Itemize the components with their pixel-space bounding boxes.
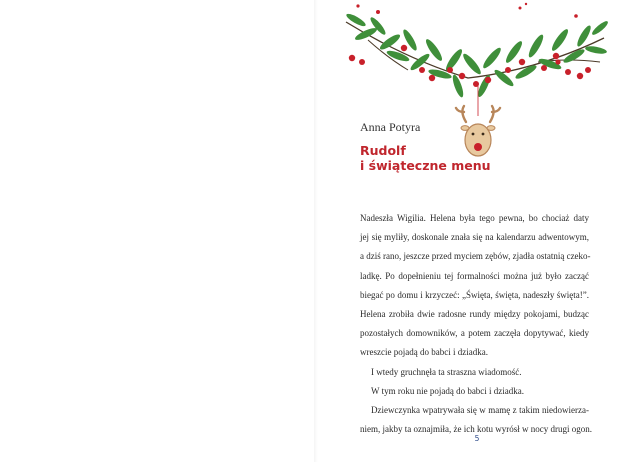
story-title-line: i świąteczne menu <box>360 158 491 173</box>
text-line: ladkę. Po dopełnieniu tej formalności można już było zacząć <box>360 270 589 281</box>
text-line: Nadeszła Wigilia. Helena była tego pewna, bo chociaż daty <box>360 213 589 223</box>
story-title-line: Rudolf <box>360 143 406 158</box>
text-line: Dziewczynka wpatrywała się w mamę z takim niedowierza- <box>371 405 589 416</box>
story-title <box>360 143 491 173</box>
text-line: biegać po domu i krzyczeć: „Święta, święta, nadeszły święta!”. <box>360 289 589 300</box>
text-line: a dziś rano, jeszcze przed myciem zębów, zjadła ostatnią czeko- <box>360 251 591 262</box>
text-line: W tym roku nie pojadą do babci i dziadka. <box>371 385 525 396</box>
text-line: jej się myliły, doskonale znała się na kalendarzu adwentowym, <box>360 232 589 243</box>
text-line: Helena zrobiła dwie radosne rundy między pokojami, budząc <box>360 309 589 320</box>
page-number: 5 <box>474 434 480 443</box>
text-line: I wtedy gruchnęła ta straszna wiadomość. <box>371 366 522 377</box>
text-line: niem, jakby ta oznajmiła, że ich kotu wyrósł w nocy drugi ogon. <box>360 424 592 435</box>
left-page <box>0 0 316 462</box>
text-line: pozostałych domowników, a potem zaczęła dopytywać, kiedy <box>360 328 589 339</box>
story-text <box>360 209 592 439</box>
book-author: Anna Potyra <box>360 120 421 134</box>
text-line: wreszcie pojadą do babci i dziadka. <box>360 347 488 358</box>
